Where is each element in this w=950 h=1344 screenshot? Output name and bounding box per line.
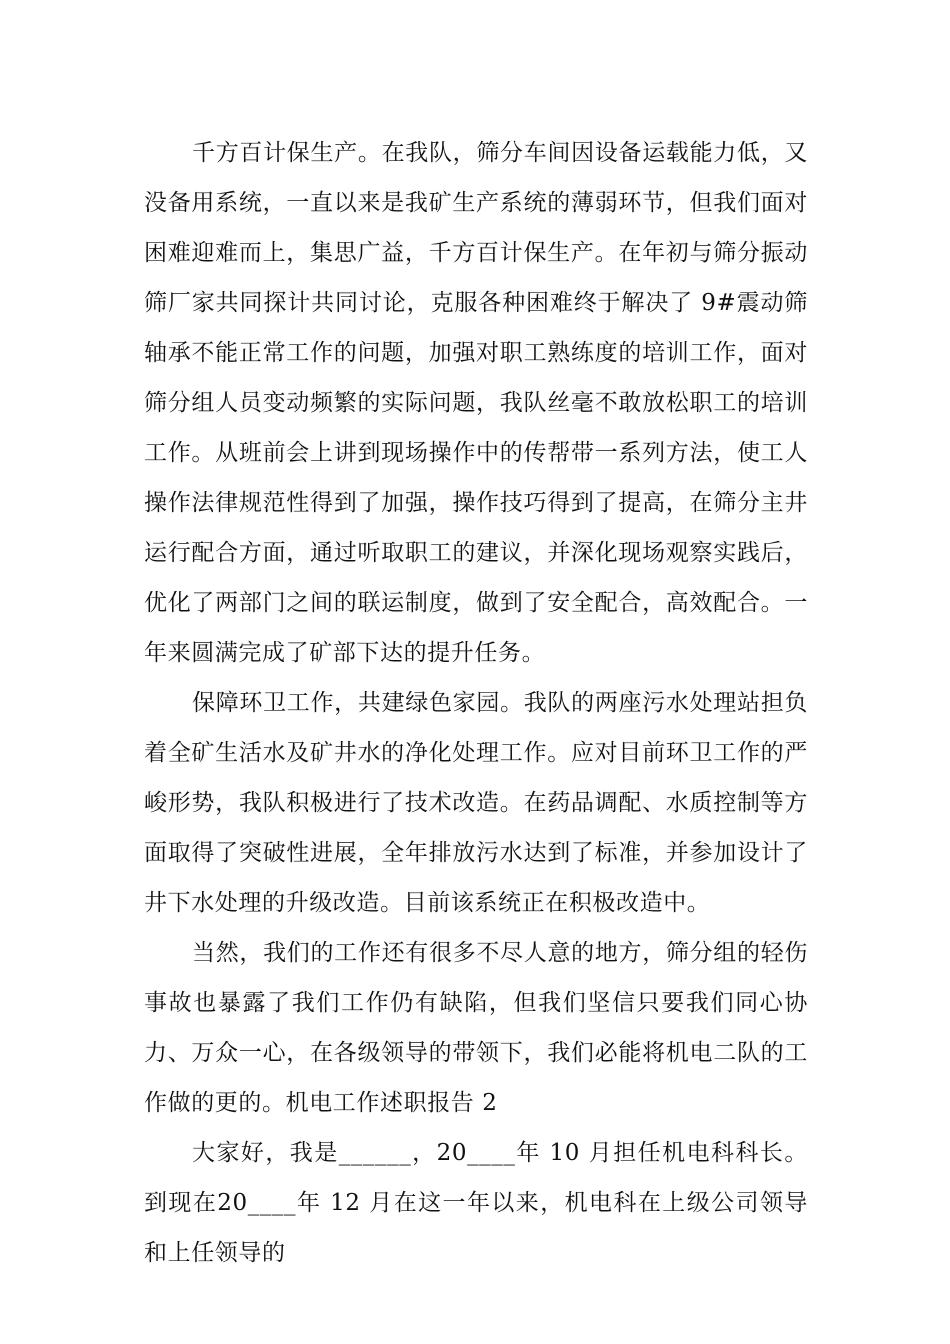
document-body [144,128,808,1278]
paragraph-production: 千方百计保生产。在我队，筛分车间因设备运载能力低，又没备用系统，一直以来是我矿生产系统的薄弱环节，但我们面对困难迎难而上，集思广益，千方百计保生产。在年初与筛分振动筛厂家共同探计共同讨论，克服各种困难终于解决了 9#震动筛轴承不能正常工作的问题，加强对职工熟练度的培训工作，面对筛分组人员变动频繁的实际问题，我队丝毫不敢放松职工的培训工作。从班前会上讲到现场操作中的传帮带一系列方法，使工人操作法律规范性得到了加强，操作技巧得到了提高，在筛分主井运行配合方面，通过听取职工的建议，并深化现场观察实践后，优化了两部门之间的联运制度，做到了安全配合，高效配合。一年来圆满完成了矿部下达的提升任务。 [144,140,808,666]
paragraph-environment: 保障环卫工作，共建绿色家园。我队的两座污水处理站担负着全矿生活水及矿井水的净化处理工作。应对目前环卫工作的严峻形势，我队积极进行了技术改造。在药品调配、水质控制等方面取得了突破性进展，全年排放污水达到了标准，并参加设计了井下水处理的升级改造。目前该系统正在积极改造中。 [144,690,808,916]
paragraph-conclusion: 当然，我们的工作还有很多不尽人意的地方，筛分组的轻伤事故也暴露了我们工作仍有缺陷，但我们坚信只要我们同心协力、万众一心，在各级领导的带领下，我们必能将机电二队的工作做的更的。机电工作述职报告 2 [144,940,808,1116]
paragraph-report-2-intro: 大家好，我是______，20____年 10 月担任机电科科长。到现在20____年 12 月在这一年以来，机电科在上级公司领导和上任领导的 [144,1140,808,1266]
